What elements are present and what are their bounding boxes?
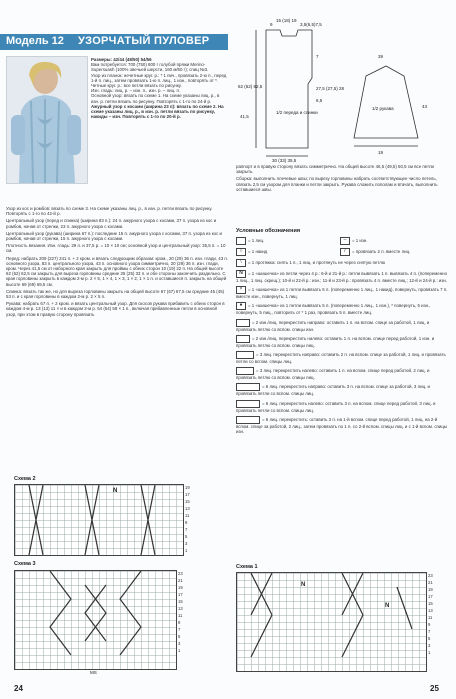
row-number: 23 [428,573,433,578]
measure-9: 9 [270,22,273,27]
sleeve-finish-text: раппорт и в правую сторону вязать симметрично. На общей высоте 46,5 (49,5) 50,5 см все петли закрыть. [236,164,434,175]
row-number: 1 [178,648,181,653]
row-number: 7 [428,629,431,634]
model-number: Модель 12 [6,35,64,47]
legend-text: = 6 лиц. перекрестить направо: оставить 3 п. на вспом. спице за работой, 3 лиц. и провязать петли со вспом. спицы лиц. [236,384,431,397]
row-number: 11 [428,615,433,620]
scheme2-symbols [15,485,183,555]
spec-sizes: Размеры: 42/44 (48/50) 54/56 [91,57,152,62]
sleeve-label: 1/2 рукава [372,106,394,111]
scheme1-grid [236,572,427,672]
spec-sleeves: Рукава: набрать 67 п. + 2 кром. и вязать центральный узор. Для скосов рукава прибавить с обеих сторон в каждом 4-м р. 13 (13) 11 × и в каждом 2-м р. 54 (54) 58 × 1 п., включая прибавленные петли в основной узор, при этом в правую сторону провязать [6,301,225,317]
row-number: 19 [428,587,433,592]
specs-block [91,57,227,119]
scheme1-symbols [237,573,426,671]
legend-item-bobble-n [236,270,450,283]
row-number: 11 [178,613,183,618]
measure-armhole: 27,5 (27,5) 28 [316,86,345,91]
row-number: 17 [178,592,183,597]
spec-purl-stockinette: Изн. гладь: лиц. р. – изн. п., изн. р. – лиц. п. [91,88,181,94]
legend-title: Условные обозначения [236,228,301,234]
legend-item-cable-left-6 [236,400,450,413]
cable-right-6-icon [236,383,260,391]
cable-left-3-icon [236,367,254,375]
front-back-label: 1/2 переда и спинки [276,110,318,115]
row-number: 23 [178,571,183,576]
k2tog-icon: / [340,248,350,256]
scheme1-row-numbers [428,572,433,656]
photo-illustration [7,57,87,183]
legend-item-ssk [236,259,450,267]
bobble-n-icon: N [236,270,246,278]
measure-height: 62 (62) 62,5 [238,84,263,89]
purl-symbol-icon: – [340,237,350,245]
title-banner [0,34,228,50]
measure-sleeve-bottom: 19 [378,150,384,155]
measure-7: 7 [316,54,319,59]
row-number: 7 [178,627,181,632]
legend-item-purl [340,237,443,245]
scheme3-marker: MS [90,670,97,675]
legend-text: = 1 лиц. [248,238,265,244]
row-number: 9 [428,622,431,627]
row-number: 11 [185,513,190,518]
legend-item-knit [236,237,339,245]
model-photo [6,56,88,184]
row-number: 13 [178,606,183,611]
bobble-five-icon: ● [236,302,246,310]
legend-item-bobble-5 [236,302,450,315]
row-number: 15 [178,599,183,604]
instructions-body [6,186,228,317]
measure-6-5: 6,5 [316,98,323,103]
row-number: 9 [178,620,181,625]
measure-sleeve-len: 43 [422,104,428,109]
legend-text: = 1 «шишечка» из петли через 4 р.: 6-й и 21-й р.: петли вывязать 1 п. вывязать 4 п. (попеременно 1 лиц., 1 лиц. скрещ.); 10-й и 22-й р.: изн.; 11-й и 23-й р.: провязать 4 п. вместе лиц.; 12-й и 24-й р.: изн. [236,271,448,283]
legend-item-cable-right-6 [236,383,450,396]
scheme3-grid [14,570,177,670]
row-number: 3 [428,643,431,648]
measure-41-5: 41,5 [240,114,249,119]
measure-width: 30 (33) 35,5 [272,158,297,163]
measure-neck: 3,5(6,5)7,5 [300,22,322,27]
page-title: УЗОРЧАТЫЙ ПУЛОВЕР [78,35,210,47]
legend-text: = 3 лиц. перекрестить направо: оставить 2 п. на вспом. спице за работой, 1 лиц. и провязать петли со вспом. спицы лиц. [236,352,446,365]
scheme3-label: Схема 3 [14,561,36,567]
row-number: 1 [185,548,188,553]
row-number: 17 [428,594,433,599]
scheme2-label: Схема 2 [14,476,36,482]
legend-list [236,237,450,434]
cable-left-2-icon [236,335,250,343]
legend-text: = 2 изн./лиц. перекрестить налево: оставить 1 п. на вспом. спице перед работой, 1 изн. и провязать петлю со вспом. спицы лиц. [236,335,435,348]
row-number: 7 [185,527,188,532]
svg-text:N: N [113,488,118,494]
measure-sleeve-top: 39 [378,54,384,59]
row-number: 5 [428,636,431,641]
svg-text:N: N [385,603,390,609]
page-number-right: 25 [430,684,439,693]
ssk-icon: \ [236,259,246,267]
row-number: 15 [428,601,433,606]
legend-item-cable-right-2 [236,319,450,332]
sleeve-outline [354,66,418,138]
yarn-over-icon: ○ [236,248,246,256]
schematic-svg [236,18,450,164]
row-number: 3 [178,641,181,646]
spec-center-front: Центральный узор (перед и спинка) (ширина 83 п.): 24 п. ажурного узора с косами, 37 п. узора из кос и ромбов, начав от стрелки, 23 п. ажурного узора с косами. [6,218,217,229]
row-number: 21 [178,578,183,583]
scheme1-label: Схема 1 [236,564,258,570]
spec-center-sleeve: Центральный узор (рукава) (ширина 67 п.): последние 15 п. ажурного узора с косами, 37 п. узора из кос и ромбов, начав от стрелки, 15 п. ажурного узора с косами. [6,230,222,242]
legend-text: = 6 лиц. перекрестить: оставить 3 п. на 1-й вспом. спице перед работой, 1 лиц. на 2-й вспом. спице за работой, 2 лиц., затем провязать по 1 п. со 2-й вспом. спицы лиц. и с 1-й вспом. спицы изн. [236,416,448,435]
cable-left-6-icon [236,400,260,408]
spec-cables-diamonds: Узор из кос и ромбов: вязать по схеме 3. На схеме указаны лиц. р., в изн. р. петли вязать по рисунку. Повторять с 1-го по 42-й р. [6,206,213,217]
spec-front: Перед: набрать 209 (227) 241 п. + 2 кром. и вязать следующим образом: кром., 20 (29) 36 п. изн. глади, 43 п. основного узора, 83 п. центрального узора, 43 п. основного узора симметрично, 20 (29) 36 п. изн. глади, кром. Через 41,5 см от наборного края закрыть для проймы с обеих сторон 10 (19) 22 п. На общей высоте 62 (62) 62,5 см закрыть для выреза горловины средние 25 (25) 33 п. и обе стороны закончить раздельно. С края горловины закрыть в каждом 2-м р. 2 × 5, 1 × 4, 1 × 3, 1 × 2, 1 × 1 п. и оставшиеся п. закрыть на общей высоте 69 (69) 69,5 см. [6,255,229,287]
legend-text: = 1 накид [248,249,268,255]
row-number: 5 [178,634,181,639]
row-number: 13 [185,506,190,511]
schematic-diagram [236,18,450,164]
legend-item-yarnover [236,248,339,256]
cable-right-2-icon [236,319,250,327]
row-number: 5 [185,534,188,539]
spec-openwork-cable: Ажурный узор с косами (ширина 23 п): вязать по схеме 2. На схеме указаны лиц. р., в изн. р. петли вязать по рисунку, накиды – изн. Повторять с 1-го по 20-й р. [91,103,224,120]
row-number: 19 [185,485,190,490]
legend-item-bobble-x [236,286,450,299]
row-number: 17 [185,492,190,497]
front-back-outline [266,30,312,148]
scheme3-row-numbers [178,570,183,654]
svg-text:N: N [301,582,306,588]
legend-text: = 3 лиц. перекрестить налево: оставить 1 п. на вспом. спице перед работой, 2 лиц. и провязать петлю со вспом. спицы лиц. [236,368,430,381]
legend-item-k2tog [340,248,443,256]
row-number: 3 [185,541,188,546]
legend-item-cable-right-3 [236,351,450,364]
spec-materials: Вам потребуется: 700 (750) 800 г голубой пряжи Merino-Supersuash (100% овечьей шерсти, 160 м/50 г); спиц №3. [91,62,209,73]
scheme3-symbols [15,571,176,669]
bobble-x-icon: × [236,286,246,294]
measure-shoulder: 15 (18) 19 [276,18,297,23]
page-number-left: 24 [14,684,23,693]
legend-text: = 1 «шишечка» из 1 петли вывязать 5 п. (попеременно 1 лиц., 1 накид), повернуть, провязать 7 п. вместе изн., повернуть, 1 лиц. [236,287,448,300]
cable-cross-6-icon [236,416,260,424]
legend-text: = провязать 2 п. вместе лиц. [351,249,411,255]
row-number: 1 [428,650,431,655]
legend-text: = 6 лиц. перекрестить налево: оставить 3 п. на вспом. спице перед работой, 3 лиц. и провязать петли со вспом. спицы лиц. [236,400,436,413]
row-number: 13 [428,608,433,613]
assembly-notes [236,164,450,192]
spec-gauge: Плотность вязания. Изн. гладь: 29 п. и 37,5 р. = 10 × 10 см; основной узор и центральный узор: 35,5 п. = 10 см. [6,243,226,254]
row-number: 19 [178,585,183,590]
row-number: 21 [428,580,433,585]
legend-item-cable-left-2 [236,335,450,348]
assembly-text: Сборка: выполнить плечевые швы; по вырезу горловины набрать соответствующее число петель, связать 2,5 см узором для планки и петли закрыть. Рукава сложить пополам и втачать, выполнить оставшиеся швы. [236,176,438,192]
legend [236,228,450,558]
legend-text: = 2 изн./лиц. перекрестить направо: оставить 1 п. на вспом. спице за работой, 1 лиц. и провязать петлю со вспом. спицы изн. [236,319,430,332]
row-number: 15 [185,499,190,504]
spec-pattern-planks: Узор из планок: нечетные круг. р.: * 1 пич., провязать 2-ю п., перед 1-й п. пиц., затем провязать 1-ю п. лиц., 1 изн., повторять от *. Четные круг. р.: все петли вязать по рисунку. [91,72,227,89]
legend-text: = 1 «шишечка» из 1 петли вывязать 5 п. (попеременно 1 лиц., 1 изн.), * повернуть, 5 изн., повернуть, 5 лиц., повторить от * 1 раз, провязать 5 п. вместе лиц. [236,303,431,316]
spec-back: Спинка: вязать так же, но для выреза горловины закрыть на общей высоте 67 (67) 67,5 см средние 45 (45) 53 п. и с края горловины в каждом 2-м р. 2 × 5 п. [6,288,225,300]
legend-item-cable-cross-6 [236,416,450,434]
legend-item-cable-left-3 [236,367,450,380]
spec-main-pattern: Основной узор: вязать по схеме 1. На схеме указаны лиц. р., в изн. р. петли вязать по рисунку. Повторять с 1-го по 24-й р. [91,93,220,104]
knit-symbol-icon [236,237,246,245]
row-number: 9 [185,520,188,525]
scheme2-row-numbers [185,484,190,554]
scheme2-grid [14,484,184,556]
legend-text: = 1 протяжка: снять 1 п., 1 лиц. и протянуть не через снятую петлю [248,260,386,266]
legend-text: = 1 изн. [351,238,368,244]
cable-right-3-icon [236,351,254,359]
